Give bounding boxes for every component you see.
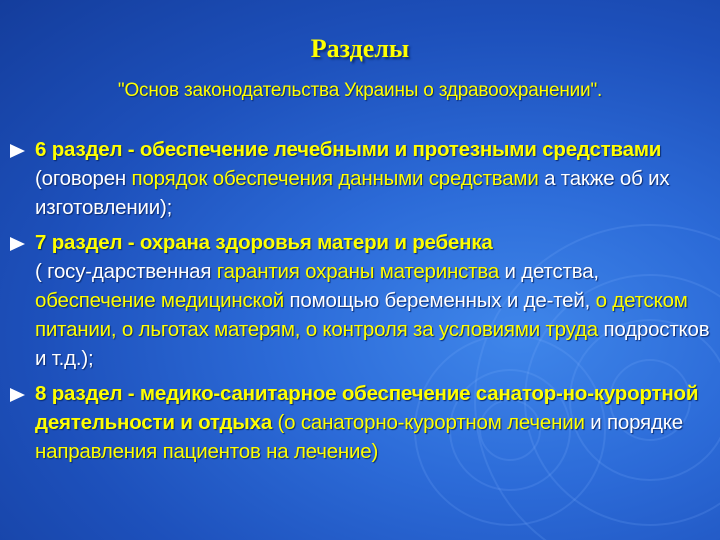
bullet-text: подростков и т.д.); [35,318,710,370]
bullet-text: ) [371,440,379,463]
bullet-text: ( [272,411,285,434]
bullet-item-6 [10,135,718,222]
bullet-heading: 6 раздел - обеспечение лечебными и протезными средствами [35,138,662,161]
bullet-item-7 [10,228,718,373]
bullet-highlight: о детском питании, о льготах матерям, о контроля за условиями труда [35,289,688,341]
bullet-heading: 8 раздел - медико-санитарное обеспечение санатор-но-курортной деятельности и отдыха [35,382,699,434]
bullet-text: а также об их изготовлении); [35,167,670,219]
bullet-text: ( госу-дарственная [35,260,217,283]
bullet-highlight: гарантия охраны материнства [216,260,500,283]
slide-subtitle: "Основ законодательства Украины о здравоохранении". [117,80,603,101]
arrow-bullet-icon [10,388,25,402]
bullet-text: и порядке [584,411,683,434]
bullet-text: и детства, [499,260,599,283]
bullet-highlight: направления пациентов на лечение [35,440,372,463]
bullet-heading: 7 раздел - охрана здоровья матери и ребенка [35,231,493,254]
bullet-text: помощью беременных и де-тей, [284,289,596,312]
bullet-highlight: порядок обеспечения данными средствами [131,167,539,190]
bullet-highlight: обеспечение медицинской [35,289,285,312]
bullet-text: (оговорен [35,167,132,190]
bullet-highlight: о санаторно-курортном лечении [284,411,585,434]
bullet-list [10,135,718,472]
arrow-bullet-icon [10,237,25,251]
bullet-item-8 [10,379,718,466]
slide-title: Разделы [310,34,410,63]
arrow-bullet-icon [10,144,25,158]
